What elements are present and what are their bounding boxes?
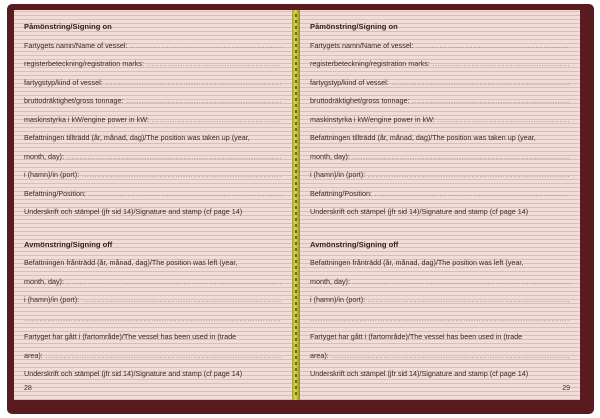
position-left-date-label: month, day):: [310, 276, 350, 286]
gross-tonnage-field: [310, 92, 570, 111]
position-taken-up-date-label: month, day):: [24, 151, 64, 161]
position-taken-up-label: Befattningen tillträdd (år, månad, dag)/The position was taken up (year,: [310, 133, 536, 142]
signing-off-signature-label: Underskrift och stämpel (jfr sid 14)/Signature and stamp (cf page 14): [24, 369, 243, 378]
right-page: [300, 10, 580, 400]
position-left-label: Befattningen frånträdd (år, månad, dag)/The position was left (year,: [24, 258, 238, 267]
vessel-name-label: Fartygets namn/Name of vessel:: [24, 40, 128, 50]
position-left-date-field: [24, 273, 282, 292]
position-field: [24, 185, 282, 204]
trade-area-label: Fartyget har gått i (fartområde)/The vessel has been used in (trade: [24, 332, 237, 341]
trade-area-label: Fartyget har gått i (fartområde)/The vessel has been used in (trade: [310, 332, 523, 341]
gross-tonnage-field: [24, 92, 282, 111]
position-taken-up-date-field: [24, 148, 282, 167]
signing-off-port-field: [24, 291, 282, 310]
trade-area-field-label: area):: [310, 350, 329, 360]
signing-off-heading: Avmönstring/Signing off: [24, 239, 113, 249]
left-page: [14, 10, 292, 400]
signing-on-port-label: i (hamn)/in (port):: [24, 170, 80, 179]
signing-on-signature-label: Underskrift och stämpel (jfr sid 14)/Signature and stamp (cf page 14): [310, 207, 529, 216]
section-gap: [310, 222, 570, 236]
blank-line: [310, 310, 570, 329]
page-number: 28: [24, 385, 32, 392]
engine-power-field: [310, 111, 570, 130]
signing-off-port-field: [310, 291, 570, 310]
signing-on-port-field: [310, 166, 570, 185]
registration-marks-label: registerbeteckning/registration marks:: [310, 59, 430, 68]
trade-area-field: [24, 347, 282, 366]
gross-tonnage-label: bruttodräktighet/gross tonnage:: [310, 96, 410, 105]
position-label: Befattning/Position:: [24, 188, 86, 198]
position-left-date-field: [310, 273, 570, 292]
registration-marks-label: registerbeteckning/registration marks:: [24, 59, 144, 68]
gross-tonnage-label: bruttodräktighet/gross tonnage:: [24, 96, 124, 105]
position-taken-up-date-field: [310, 148, 570, 167]
vessel-name-field: [24, 37, 282, 56]
left-page-content: [24, 18, 282, 384]
registration-marks-field: [24, 55, 282, 74]
position-left-label: Befattningen frånträdd (år, månad, dag)/The position was left (year,: [310, 258, 524, 267]
signing-on-port-field: [24, 166, 282, 185]
blank-line: [24, 310, 282, 329]
section-gap: [24, 222, 282, 236]
signing-off-port-label: i (hamn)/in (port):: [310, 295, 366, 304]
vessel-name-field: [310, 37, 570, 56]
vessel-name-label: Fartygets namn/Name of vessel:: [310, 40, 414, 50]
right-page-content: [310, 18, 570, 384]
registration-marks-field: [310, 55, 570, 74]
signing-on-signature-label: Underskrift och stämpel (jfr sid 14)/Signature and stamp (cf page 14): [24, 207, 243, 216]
position-field: [310, 185, 570, 204]
trade-area-field: [310, 347, 570, 366]
kind-of-vessel-label: fartygstyp/kind of vessel:: [24, 77, 103, 87]
position-taken-up-label: Befattningen tillträdd (år, månad, dag)/The position was taken up (year,: [24, 133, 250, 142]
signing-on-heading: Påmönstring/Signing on: [310, 22, 398, 31]
kind-of-vessel-label: fartygstyp/kind of vessel:: [310, 77, 389, 87]
signing-off-heading: Avmönstring/Signing off: [310, 239, 399, 249]
signing-on-port-label: i (hamn)/in (port):: [310, 170, 366, 179]
kind-of-vessel-field: [24, 74, 282, 93]
position-taken-up-date-label: month, day):: [310, 151, 350, 161]
trade-area-field-label: area):: [24, 350, 43, 360]
signing-off-port-label: i (hamn)/in (port):: [24, 295, 80, 304]
position-label: Befattning/Position:: [310, 188, 372, 198]
kind-of-vessel-field: [310, 74, 570, 93]
signing-off-signature-label: Underskrift och stämpel (jfr sid 14)/Signature and stamp (cf page 14): [310, 369, 529, 378]
page-number: 29: [562, 385, 570, 392]
engine-power-label: maskinstyrka i kW/engine power in kW:: [24, 114, 149, 124]
spine-stitching: [295, 14, 297, 396]
engine-power-label: maskinstyrka i kW/engine power in kW:: [310, 114, 435, 124]
signing-on-heading: Påmönstring/Signing on: [24, 22, 112, 31]
position-left-date-label: month, day):: [24, 276, 64, 286]
engine-power-field: [24, 111, 282, 130]
